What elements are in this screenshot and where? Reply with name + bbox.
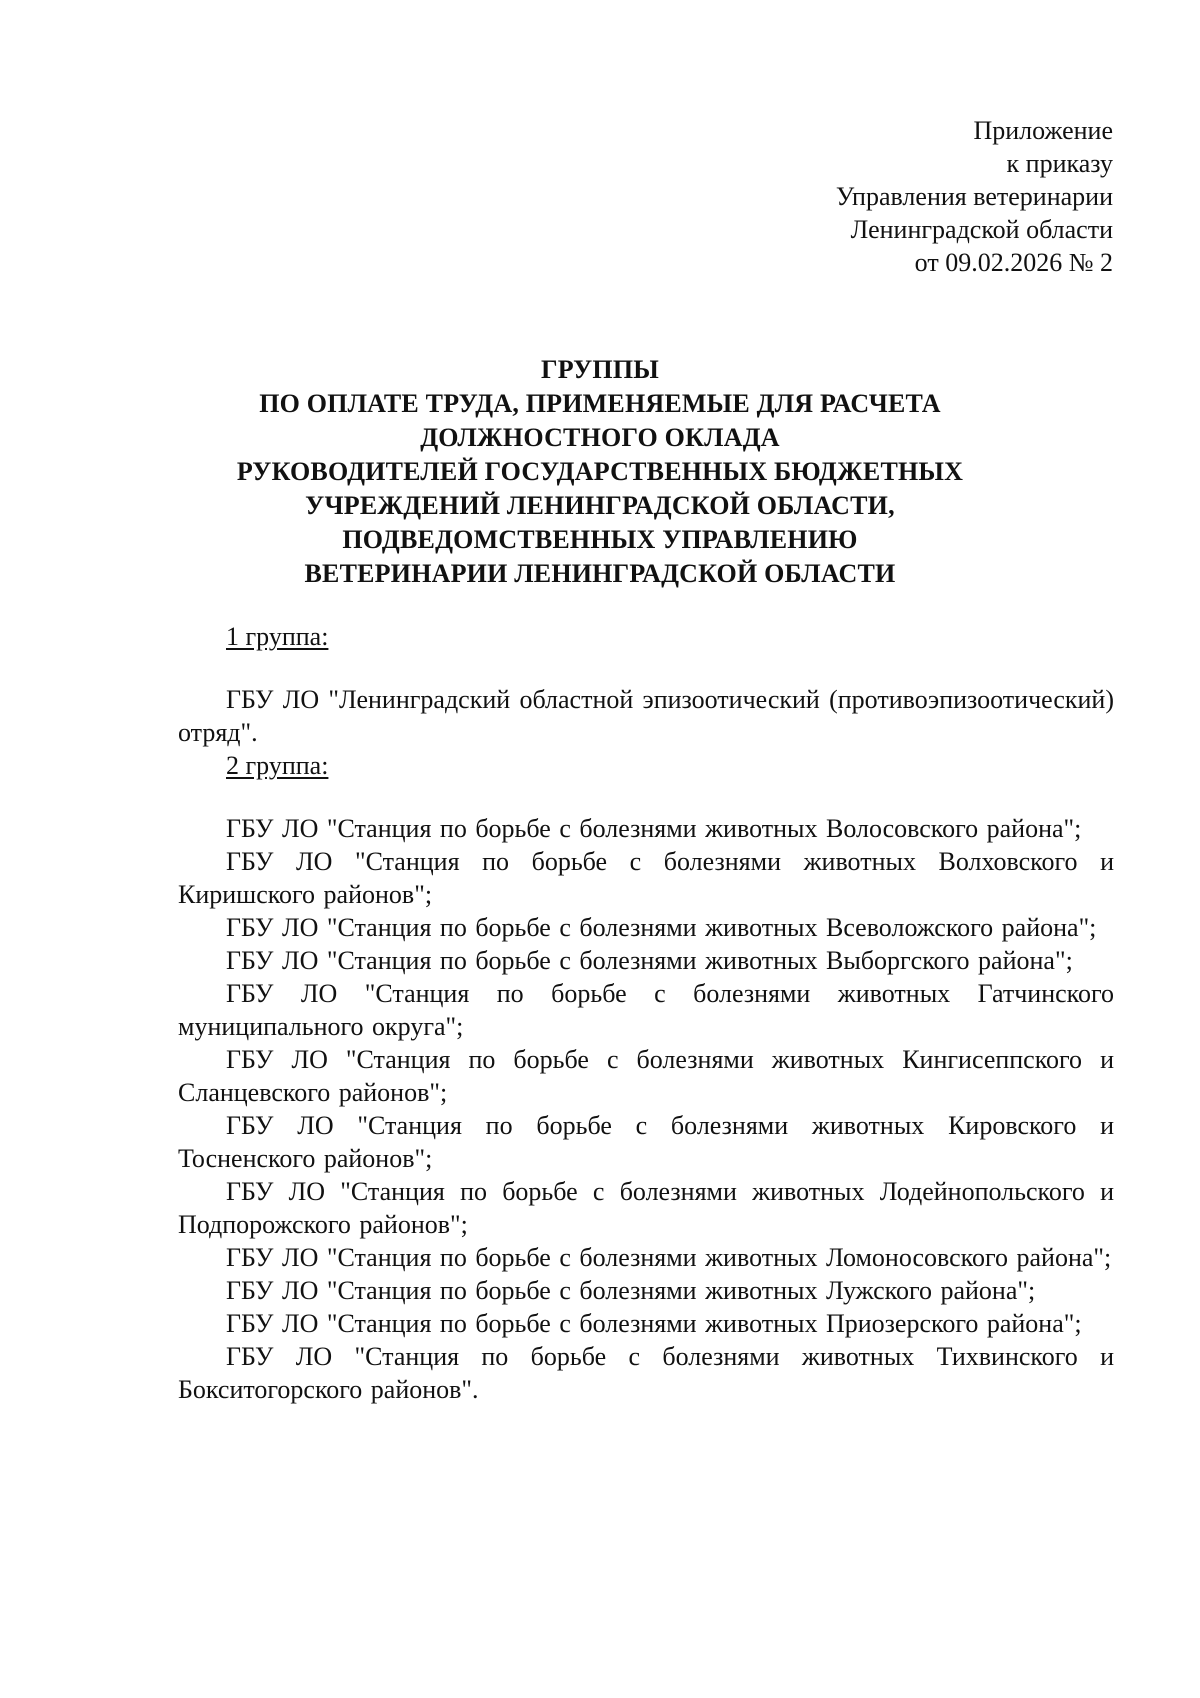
title-line: ГРУППЫ (540, 355, 660, 384)
group-2-label: 2 группа: (226, 751, 329, 780)
document-title (180, 353, 1020, 591)
group-2-item: ГБУ ЛО "Станция по борьбе с болезнями животных Тихвинского и Бокситогорского районов". (178, 1342, 1114, 1404)
group-2-item: ГБУ ЛО "Станция по борьбе с болезнями животных Ломоносовского района"; (226, 1243, 1112, 1272)
title-line: РУКОВОДИТЕЛЕЙ ГОСУДАРСТВЕННЫХ БЮДЖЕТНЫХ (236, 457, 964, 486)
group-2-item: ГБУ ЛО "Станция по борьбе с болезнями животных Кингисеппского и Сланцевского районов"; (178, 1045, 1114, 1107)
appendix-line: к приказу (1006, 149, 1113, 178)
appendix-line: Ленинградской области (850, 215, 1113, 244)
group-2-item: ГБУ ЛО "Станция по борьбе с болезнями животных Выборгского района"; (226, 946, 1073, 975)
group-1-item: ГБУ ЛО "Ленинградский областной эпизоотический (противоэпизоотический) отряд". (178, 685, 1114, 747)
document-body (178, 620, 1114, 1406)
title-line: ПО ОПЛАТЕ ТРУДА, ПРИМЕНЯЕМЫЕ ДЛЯ РАСЧЕТА (259, 389, 941, 418)
title-line: ПОДВЕДОМСТВЕННЫХ УПРАВЛЕНИЮ (342, 525, 858, 554)
appendix-block (693, 114, 1113, 279)
group-2-item: ГБУ ЛО "Станция по борьбе с болезнями животных Кировского и Тосненского районов"; (178, 1111, 1114, 1173)
group-2-item: ГБУ ЛО "Станция по борьбе с болезнями животных Всеволожского района"; (226, 913, 1097, 942)
title-line: ДОЛЖНОСТНОГО ОКЛАДА (420, 423, 780, 452)
title-line: УЧРЕЖДЕНИЙ ЛЕНИНГРАДСКОЙ ОБЛАСТИ, (305, 491, 895, 520)
group-2-item: ГБУ ЛО "Станция по борьбе с болезнями животных Лужского района"; (226, 1276, 1036, 1305)
group-1-label: 1 группа: (226, 622, 329, 651)
group-2-item: ГБУ ЛО "Станция по борьбе с болезнями животных Гатчинского муниципального округа"; (178, 979, 1114, 1041)
appendix-line: Управления ветеринарии (835, 182, 1113, 211)
group-2-item: ГБУ ЛО "Станция по борьбе с болезнями животных Лодейнопольского и Подпорожского районов"; (178, 1177, 1114, 1239)
title-line: ВЕТЕРИНАРИИ ЛЕНИНГРАДСКОЙ ОБЛАСТИ (304, 559, 896, 588)
appendix-date-number: от 09.02.2026 № 2 (914, 248, 1113, 277)
appendix-line: Приложение (973, 116, 1113, 145)
group-2-item: ГБУ ЛО "Станция по борьбе с болезнями животных Волховского и Киришского районов"; (178, 847, 1114, 909)
group-2-item: ГБУ ЛО "Станция по борьбе с болезнями животных Приозерского района"; (226, 1309, 1082, 1338)
group-2-item: ГБУ ЛО "Станция по борьбе с болезнями животных Волосовского района"; (226, 814, 1082, 843)
